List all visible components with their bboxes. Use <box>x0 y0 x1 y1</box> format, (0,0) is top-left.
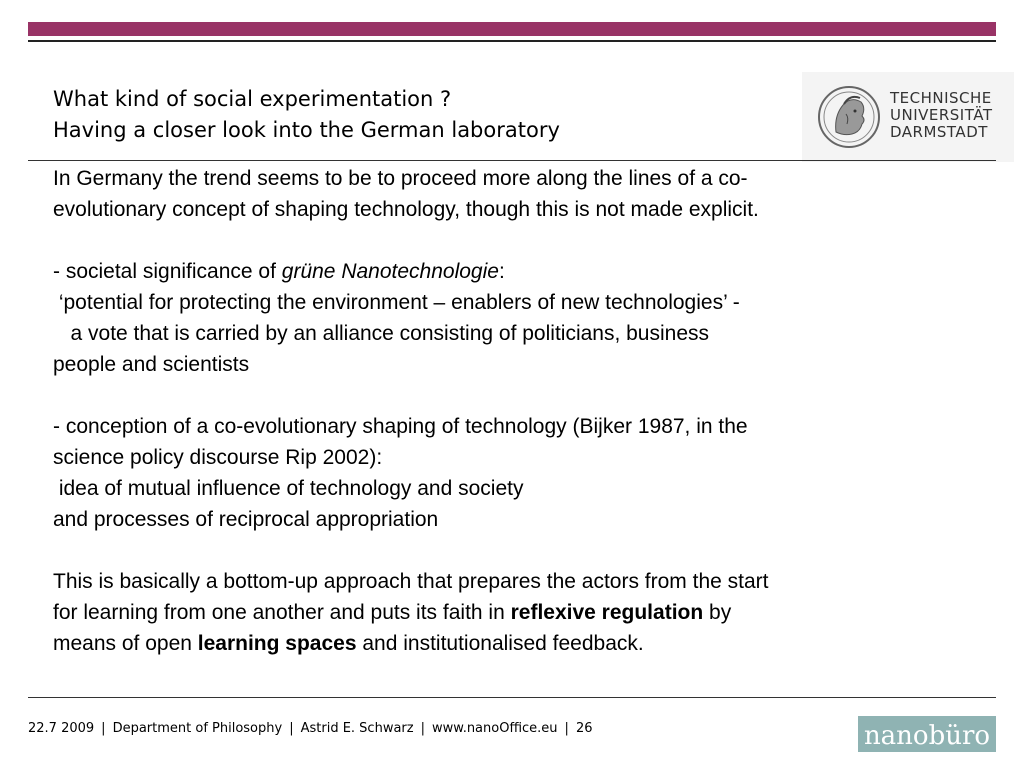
body-text: means of open <box>53 632 198 655</box>
emphasis-term: grüne Nanotechnologie <box>281 260 499 283</box>
body-line: ‘potential for protecting the environment – enablers of new technologies’ - <box>53 291 740 314</box>
body-line: people and scientists <box>53 353 250 376</box>
footer-separator: | <box>420 721 425 736</box>
bold-term: learning spaces <box>197 632 357 655</box>
footer-separator: | <box>289 721 294 736</box>
title-divider <box>28 160 996 161</box>
paragraph-gap <box>53 535 953 566</box>
footer-date: 22.7 2009 <box>28 721 95 736</box>
athena-head-icon <box>816 80 882 154</box>
footer-divider <box>28 697 996 698</box>
logo-line-2: UNIVERSITÄT <box>890 106 993 124</box>
body-text: by <box>703 601 732 624</box>
university-logo <box>802 72 1014 162</box>
body-text: for learning from one another and puts its faith in <box>53 601 511 624</box>
header-rule <box>28 40 996 42</box>
body-line: idea of mutual influence of technology and society <box>53 477 524 500</box>
page-number: 26 <box>575 721 593 736</box>
footer-separator: | <box>101 721 106 736</box>
body-line: a vote that is carried by an alliance consisting of politicians, business <box>53 322 710 345</box>
slide-title <box>53 84 560 146</box>
footer <box>28 721 592 736</box>
paragraph-gap <box>53 225 953 256</box>
body-line <box>53 628 953 659</box>
punctuation: : <box>498 260 505 283</box>
footer-author: Astrid E. Schwarz <box>300 721 414 736</box>
logo-line-3: DARMSTADT <box>890 123 988 141</box>
slide-body <box>53 163 953 659</box>
university-logo-text <box>890 90 993 141</box>
body-line: - conception of a co-evolutionary shaping of technology (Bijker 1987, in the <box>53 415 748 438</box>
body-line <box>53 256 953 287</box>
body-line: In Germany the trend seems to be to proceed more along the lines of a co- <box>53 167 748 190</box>
bold-term: reflexive regulation <box>510 601 704 624</box>
body-text: and institutionalised feedback. <box>356 632 644 655</box>
slide-title-line-1: What kind of social experimentation ? <box>53 87 452 111</box>
logo-line-1: TECHNISCHE <box>890 89 992 107</box>
footer-website: www.nanoOffice.eu <box>431 721 558 736</box>
body-line: evolutionary concept of shaping technology, though this is not made explicit. <box>53 198 759 221</box>
header-accent-band <box>28 22 996 36</box>
paragraph-gap <box>53 380 953 411</box>
footer-separator: | <box>564 721 569 736</box>
bullet-text: - societal significance of <box>53 260 282 283</box>
body-line <box>53 597 953 628</box>
body-line: and processes of reciprocal appropriation <box>53 508 439 531</box>
body-line: science policy discourse Rip 2002): <box>53 446 383 469</box>
footer-department: Department of Philosophy <box>112 721 283 736</box>
body-line: This is basically a bottom-up approach that prepares the actors from the start <box>53 570 769 593</box>
nanobuero-logo: nanobüro <box>858 716 996 752</box>
slide-title-line-2: Having a closer look into the German laboratory <box>53 118 560 142</box>
